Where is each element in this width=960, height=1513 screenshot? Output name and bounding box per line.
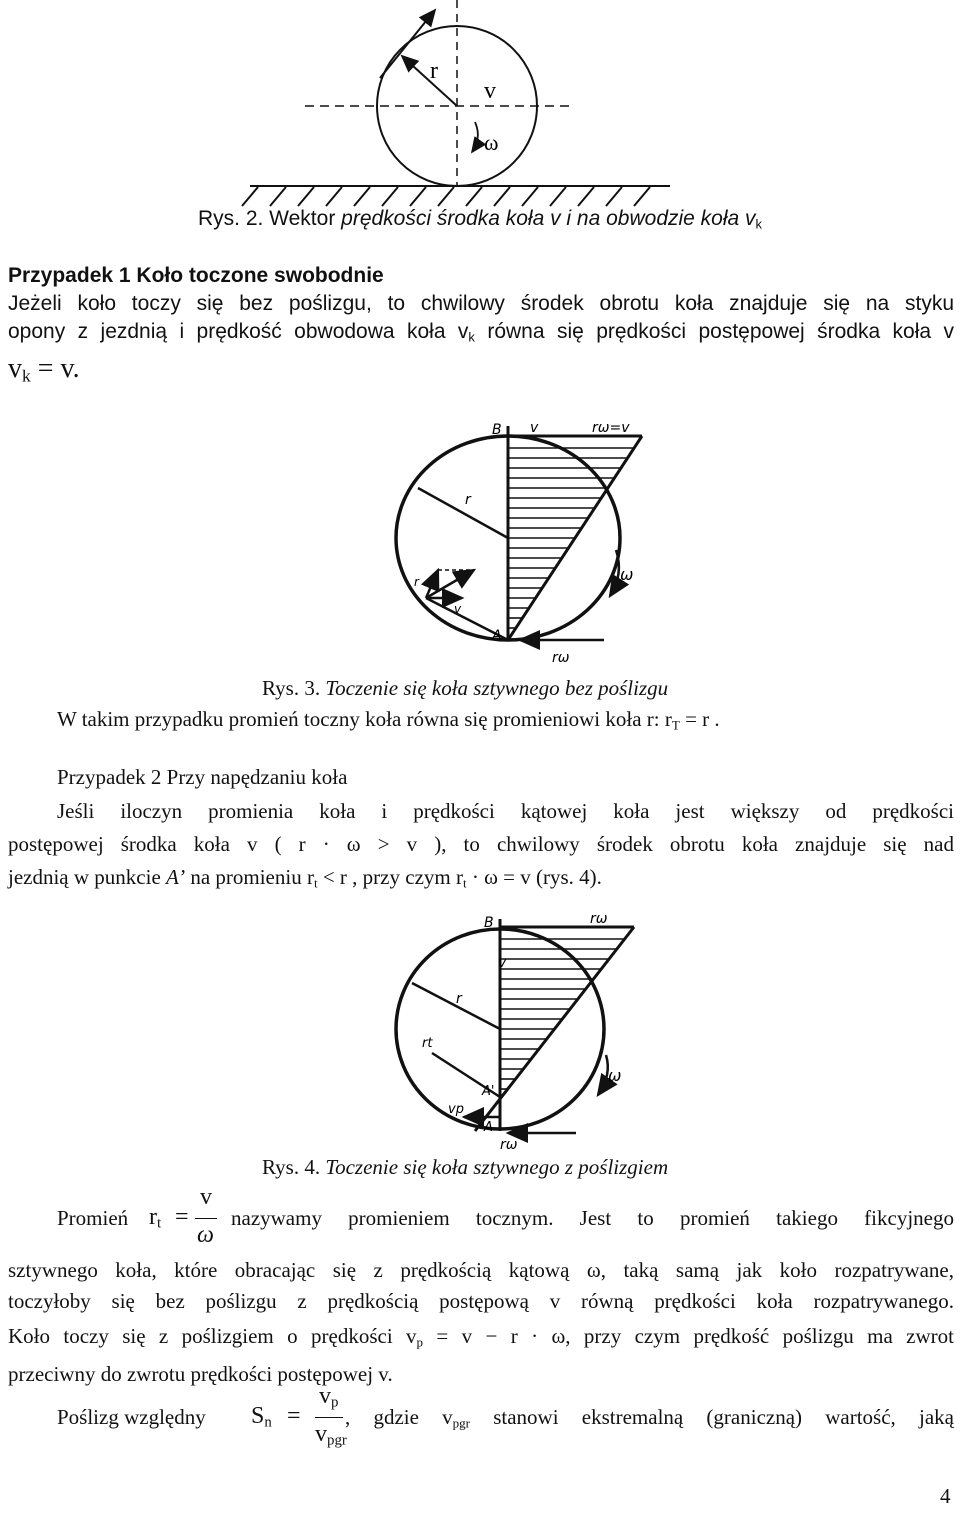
radius-line3: toczyłoby się bez poślizgu z prędkością postępową v równą prędkości koła rozpatrywanego. bbox=[8, 1289, 954, 1313]
label-A: A bbox=[492, 628, 502, 644]
caption-rys-4: Rys. 4. Toczenie się koła sztywnego z poślizgiem bbox=[262, 1155, 669, 1179]
label-rw-bottom: rω bbox=[500, 1137, 518, 1150]
fig3-text: W takim przypadku promień toczny koła równa się promieniowi koła r: $r_T = r$ . bbox=[57, 707, 720, 733]
caption-rys-3: Rys. 3. Toczenie się koła sztywnego bez poślizgu bbox=[262, 676, 669, 700]
label-point-v: v bbox=[454, 602, 462, 616]
radius-line4: Koło toczy się z poślizgiem o prędkości $v_p = v - r \cdot \omega$, przy czym prędkość poślizgu ma zwrot bbox=[8, 1324, 954, 1350]
figure-3-rolling-without-slip bbox=[380, 418, 680, 668]
radius-eq: = bbox=[175, 1204, 189, 1230]
radius-fraction-bar bbox=[195, 1218, 217, 1219]
label-omega: ω bbox=[608, 1066, 622, 1085]
slip-fraction-num: $v_p$ bbox=[319, 1383, 339, 1411]
figure-2-wheel-vectors bbox=[230, 0, 680, 215]
figure-4-rolling-with-slip bbox=[380, 905, 660, 1150]
radius-line5: przeciwny do zwrotu prędkości postępowej v. bbox=[8, 1362, 393, 1386]
radius-line2: sztywnego koła, które obracając się z prędkością kątową ω, taką samą jak koło rozpatrywane, bbox=[8, 1258, 954, 1282]
label-point-r: r bbox=[414, 575, 419, 589]
case2-line3: jezdnią w punkcie A’ na promieniu $r_t < r$ , przy czym $r_t \cdot \omega = v$ (rys. 4). bbox=[8, 865, 602, 891]
slip-formula-line bbox=[57, 1385, 954, 1455]
radius-word: Promień bbox=[57, 1206, 129, 1230]
omega-rotation-arrow bbox=[472, 122, 478, 152]
label-rw-top: rω bbox=[590, 911, 608, 927]
label-v: v bbox=[498, 955, 507, 971]
radius-symbol: $r_t$ bbox=[149, 1204, 162, 1232]
label-r: r bbox=[456, 991, 462, 1007]
label-rw-bottom: rω bbox=[552, 650, 570, 666]
ground-hatching bbox=[242, 187, 650, 206]
slip-eq: = bbox=[287, 1403, 301, 1429]
page-number: 4 bbox=[940, 1484, 951, 1508]
case1-line1: Jeżeli koło toczy się bez poślizgu, to chwilowy środek obrotu koła znajduje się na styku bbox=[8, 292, 954, 315]
radius-line bbox=[418, 488, 508, 538]
label-omega: ω bbox=[620, 565, 634, 584]
case2-line2: postępowej środka koła v ( r · ω > v ), to chwilowy środek obrotu koła znajduje się nad bbox=[8, 832, 954, 856]
case2-heading: Przypadek 2 Przy napędzaniu koła bbox=[57, 765, 348, 789]
radius-fraction-den: ω bbox=[197, 1222, 214, 1248]
case2-section bbox=[8, 763, 954, 891]
label-A-prime: A' bbox=[482, 1084, 495, 1099]
case2-line1: Jeśli iloczyn promienia koła i prędkości kątowej koła jest większy od prędkości bbox=[57, 799, 954, 823]
label-B: B bbox=[484, 915, 494, 931]
label-r: r bbox=[465, 492, 471, 508]
case1-section bbox=[8, 262, 954, 346]
radius-paragraph bbox=[8, 1256, 954, 1388]
slip-word: Poślizg względny bbox=[57, 1405, 206, 1429]
label-B: B bbox=[492, 422, 502, 438]
label-rw-v: rω=v bbox=[592, 420, 630, 436]
label-omega: ω bbox=[484, 130, 499, 155]
label-rt: rt bbox=[422, 1036, 433, 1051]
case1-heading: Przypadek 1 Koło toczone swobodnie bbox=[8, 264, 384, 287]
slip-symbol: $S_n$ bbox=[251, 1403, 272, 1431]
slip-rest: , gdzie $v_{pgr}$ stanowi ekstremalną (graniczną) wartość, jaką bbox=[345, 1405, 954, 1431]
radius-fraction-num: v bbox=[200, 1184, 212, 1210]
label-A: A bbox=[484, 1120, 493, 1135]
radius-rest: nazywamy promieniem tocznym. Jest to promień takiego fikcyjnego bbox=[231, 1206, 954, 1230]
label-v: v bbox=[484, 78, 496, 104]
caption-rys-2: Rys. 2. Wektor prędkości środka koła v i na obwodzie koła $v_k$ bbox=[198, 207, 763, 232]
tangent-velocity-vector bbox=[380, 10, 435, 78]
case1-formula: $v_k = v$. bbox=[8, 353, 80, 386]
label-vp: vp bbox=[448, 1102, 464, 1117]
radius-formula-line bbox=[57, 1184, 954, 1254]
label-v-top: v bbox=[530, 420, 539, 436]
case1-line2: opony z jezdnią i prędkość obwodowa koła $v_k$ równa się prędkości postępowej środka koła v bbox=[8, 320, 954, 345]
label-r: r bbox=[430, 58, 438, 84]
slip-fraction-den: $v_{pgr}$ bbox=[315, 1421, 347, 1449]
slip-fraction-bar bbox=[315, 1417, 343, 1418]
